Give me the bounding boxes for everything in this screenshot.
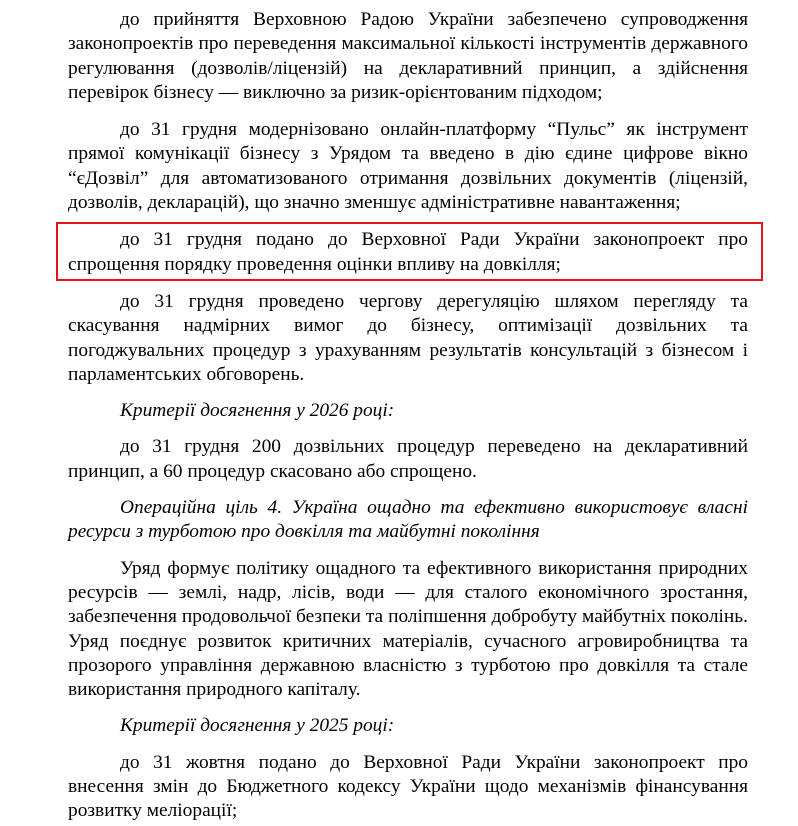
paragraph-10: до 31 жовтня подано до Верховної Ради України законопроект про внесення змін до Бюджетного кодексу України щодо механізмів фінансування розвитку меліорації; (68, 751, 748, 822)
criteria-heading-2026: Критерії досягнення у 2026 році: (120, 400, 395, 422)
document-body (68, 8, 748, 824)
paragraph-1: до прийняття Верховною Радою України забезпечено супроводження законопроектів про переведення максимальної кількості інструментів державного регулювання (дозволів/ліцензій) на декларативний принцип, а здійснення перевірок бізнесу — виключно за ризик-орієнтованим підходом; (68, 9, 748, 103)
paragraph-4: до 31 грудня проведено чергову дерегуляцію шляхом перегляду та скасування надмірних вимог до бізнесу, оптимізації дозвільних та погоджувальних процедур з урахуванням результатів консультацій з бізнесом і парламентських обговорень. (68, 290, 748, 385)
paragraph-8: Уряд формує політику ощадного та ефективного використання природних ресурсів — землі, надр, лісів, води — для сталого економічного зростання, забезпечення продовольчої безпеки та поліпшення добробуту майбутніх поколінь. Уряд поєднує розвиток критичних матеріалів, сучасного агровиробництва та прозорого управління державною власністю з турботою про довкілля та стале використання природного капіталу. (68, 557, 748, 701)
paragraph-3-highlighted: до 31 грудня подано до Верховної Ради України законопроект про спрощення порядку проведення оцінки впливу на довкілля; (68, 229, 748, 275)
paragraph-6: до 31 грудня 200 дозвільних процедур переведено на декларативний принцип, а 60 процедур скасовано або спрощено. (68, 436, 748, 482)
paragraph-2: до 31 грудня модернізовано онлайн-платформу “Пульс” як інструмент прямої комунікації бізнесу з Урядом та введено в дію єдине цифрове вікно “єДозвіл” для автоматизованого отримання дозвільних документів (ліцензій, дозволів, декларацій), що значно зменшує адміністративне навантаження; (68, 119, 748, 214)
criteria-heading-2025: Критерії досягнення у 2025 році: (120, 715, 395, 737)
operational-goal-4-heading: Операційна ціль 4. Україна ощадно та ефективно використовує власні ресурси з турботою про довкілля та майбутні покоління (68, 497, 748, 543)
